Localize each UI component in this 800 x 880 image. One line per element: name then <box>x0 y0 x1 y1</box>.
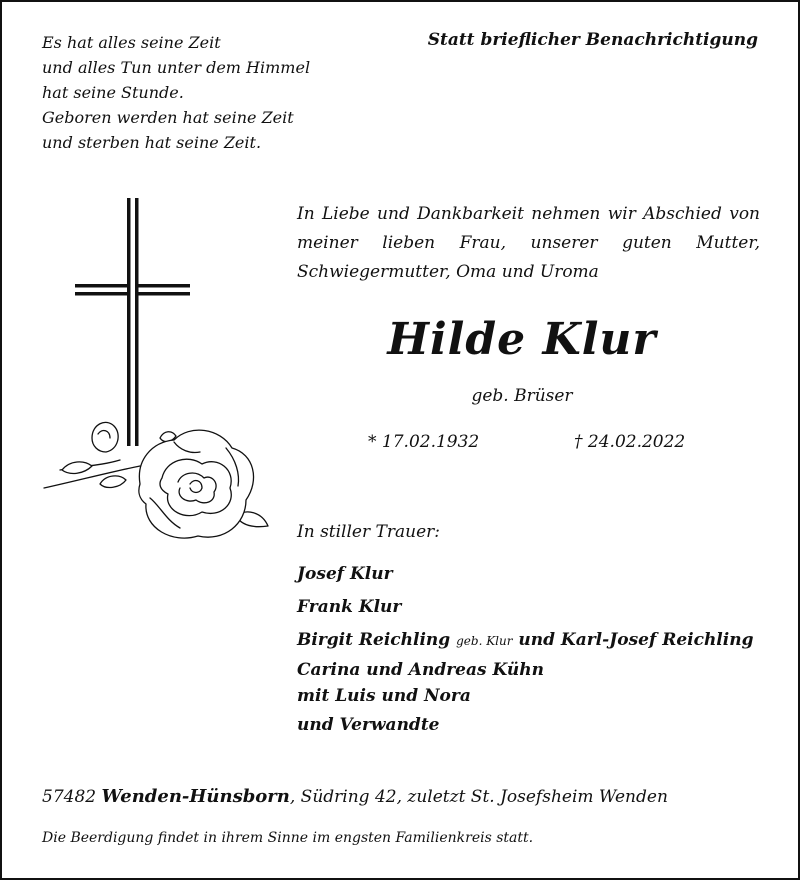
maiden-name: geb. Brüser <box>471 386 573 406</box>
mourner-carina-block <box>297 657 753 709</box>
mourner-carina-children: mit Luis und Nora <box>297 686 471 706</box>
funeral-note: Die Beerdigung findet in ihrem Sinne im engsten Familienkreis statt. <box>42 830 534 846</box>
address-street: , Südring 42, zuletzt St. Josefsheim Wenden <box>289 787 668 807</box>
mourner-birgit-line <box>297 624 753 657</box>
mourning-heading: In stiller Trauer: <box>297 522 440 542</box>
mourner-birgit: Birgit Reichling <box>297 630 451 650</box>
address-zip: 57482 <box>42 787 97 807</box>
poem-line: und alles Tun unter dem Himmel <box>42 58 311 77</box>
birth-date: * 17.02.1932 <box>368 432 480 452</box>
death-date: † 24.02.2022 <box>574 432 686 452</box>
poem-line: Geboren werden hat seine Zeit <box>42 108 294 127</box>
address-city: Wenden-Hünsborn <box>101 786 290 807</box>
address <box>42 786 668 807</box>
deceased-name: Hilde Klur <box>387 314 657 365</box>
mourners-list <box>297 558 753 742</box>
poem-line: Es hat alles seine Zeit <box>42 33 221 52</box>
mourner-karl-josef: und Karl-Josef Reichling <box>518 630 754 650</box>
mourner-frank: Frank Klur <box>297 597 402 617</box>
mourner-relatives: und Verwandte <box>297 715 440 735</box>
notice-type: Statt brieflicher Benachrichtigung <box>427 30 758 50</box>
mourner-birgit-maiden: geb. Klur <box>456 634 513 648</box>
poem-line: und sterben hat seine Zeit. <box>42 133 262 152</box>
poem-line: hat seine Stunde. <box>42 83 184 102</box>
poem <box>42 30 310 155</box>
intro-text: In Liebe und Dankbarkeit nehmen wir Abschied von meiner lieben Frau, unserer guten Mutter, Schwiegermutter, Oma und Uroma <box>297 204 760 282</box>
mourner-josef: Josef Klur <box>297 564 393 584</box>
mourner-carina: Carina und Andreas Kühn <box>297 660 544 680</box>
cross-with-rose-icon <box>40 198 275 548</box>
